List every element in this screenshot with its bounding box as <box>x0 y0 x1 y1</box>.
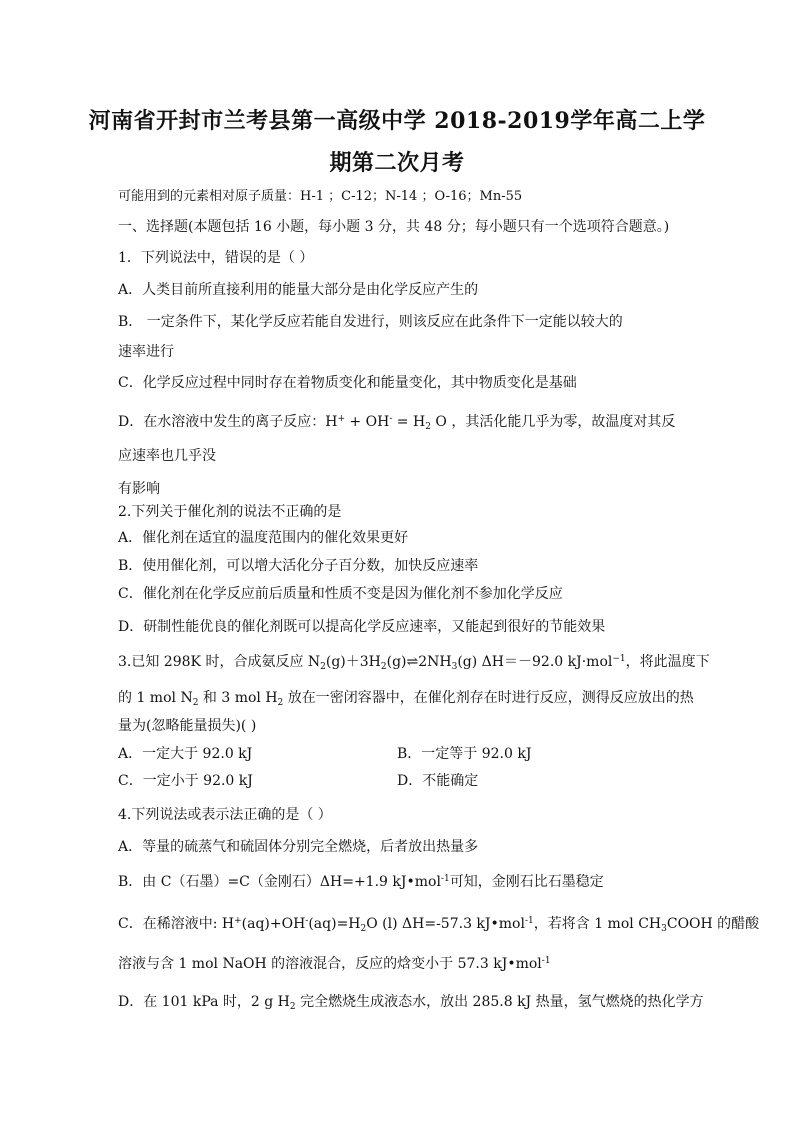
q3-stem: 3.已知 298K 时，合成氨反应 $N_2(g)+3H_2(g)\rightleftharpoons 2NH_3(g)$ ΔH＝－92.0 kJ·mol$^{-1}$，将此温度下 <box>118 654 710 672</box>
q2-option-d: D．研制性能优良的催化剂既可以提高化学反应速率，又能起到很好的节能效果 <box>118 619 606 635</box>
exam-title-line2: 期第二次月考 <box>329 150 465 176</box>
q1-option-b: B． 一定条件下，某化学反应若能自发进行，则该反应在此条件下一定能以较大的 <box>118 314 623 330</box>
exam-title-line1: 河南省开封市兰考县第一高级中学 2018-2019学年高二上学 <box>88 108 706 134</box>
atomic-masses: 可能用到的元素相对原子质量：H-1 ；C-12；N-14 ；O-16；Mn-55 <box>118 189 523 204</box>
q1-option-b-cont: 速率进行 <box>118 344 174 360</box>
q4-option-d: D．在 101 kPa 时，2 g $H_2$ 完全燃烧生成液态水，放出 285.8 kJ 热量，氢气燃烧的热化学方 <box>118 994 704 1012</box>
q2-stem: 2.下列关于催化剂的说法不正确的是 <box>118 504 342 520</box>
q1-option-d-cont: 应速率也几乎没 <box>118 448 216 464</box>
q1-option-c: C．化学反应过程中同时存在着物质变化和能量变化，其中物质变化是基础 <box>118 375 577 391</box>
q3-stem-line3: 量为(忽略能量损失)( ) <box>118 718 257 734</box>
q2-option-b: B．使用催化剂，可以增大活化分子百分数，加快反应速率 <box>118 558 479 574</box>
section-header: 一、选择题(本题包括 16 小题，每小题 3 分，共 48 分；每小题只有一个选项符合题意。) <box>118 219 670 235</box>
q4-stem: 4.下列说法或表示法正确的是（ ） <box>118 807 332 823</box>
q3-option-b: B．一定等于 92.0 kJ <box>397 746 532 762</box>
q3-stem-line2: 的 1 mol $N_2$ 和 3 mol $H_2$ 放在一密闭容器中，在催化剂存在时进行反应，测得反应放出的热 <box>118 690 694 708</box>
q3-option-c: C．一定小于 92.0 kJ <box>118 773 253 789</box>
q2-option-a: A．催化剂在适宜的温度范围内的催化效果更好 <box>118 530 409 546</box>
q1-stem: 1．下列说法中，错误的是（ ） <box>118 250 314 266</box>
q4-option-c-cont: 溶液与含 1 mol NaOH 的溶液混合，反应的焓变小于 57.3 kJ•mol$^{-1}$ <box>118 956 551 972</box>
q4-option-a: A．等量的硫蒸气和硫固体分别完全燃烧，后者放出热量多 <box>118 839 479 855</box>
q3-option-a: A．一定大于 92.0 kJ <box>118 746 253 762</box>
q3-option-d: D．不能确定 <box>397 773 479 789</box>
q4-option-c: C．在稀溶液中: $H^+(aq)+OH^-(aq)=H_2O$ (l) ΔH=-57.3 kJ•mol$^{-1}$，若将含 1 mol $CH_3COOH$ 的醋酸 <box>118 916 760 934</box>
q1-option-d-cont2: 有影响 <box>118 481 160 497</box>
q1-option-d: D．在水溶液中发生的离子反应：$H^+ + OH^- = H_2$ O ，其活化能几乎为零，故温度对其反 <box>118 414 676 432</box>
q1-option-a: A．人类目前所直接利用的能量大部分是由化学反应产生的 <box>118 282 479 298</box>
q2-option-c: C．催化剂在化学反应前后质量和性质不变是因为催化剂不参加化学反应 <box>118 586 563 602</box>
q4-option-b: B．由 C（石墨）=C（金刚石）ΔH=+1.9 kJ•mol$^{-1}$可知，金刚石比石墨稳定 <box>118 874 604 890</box>
